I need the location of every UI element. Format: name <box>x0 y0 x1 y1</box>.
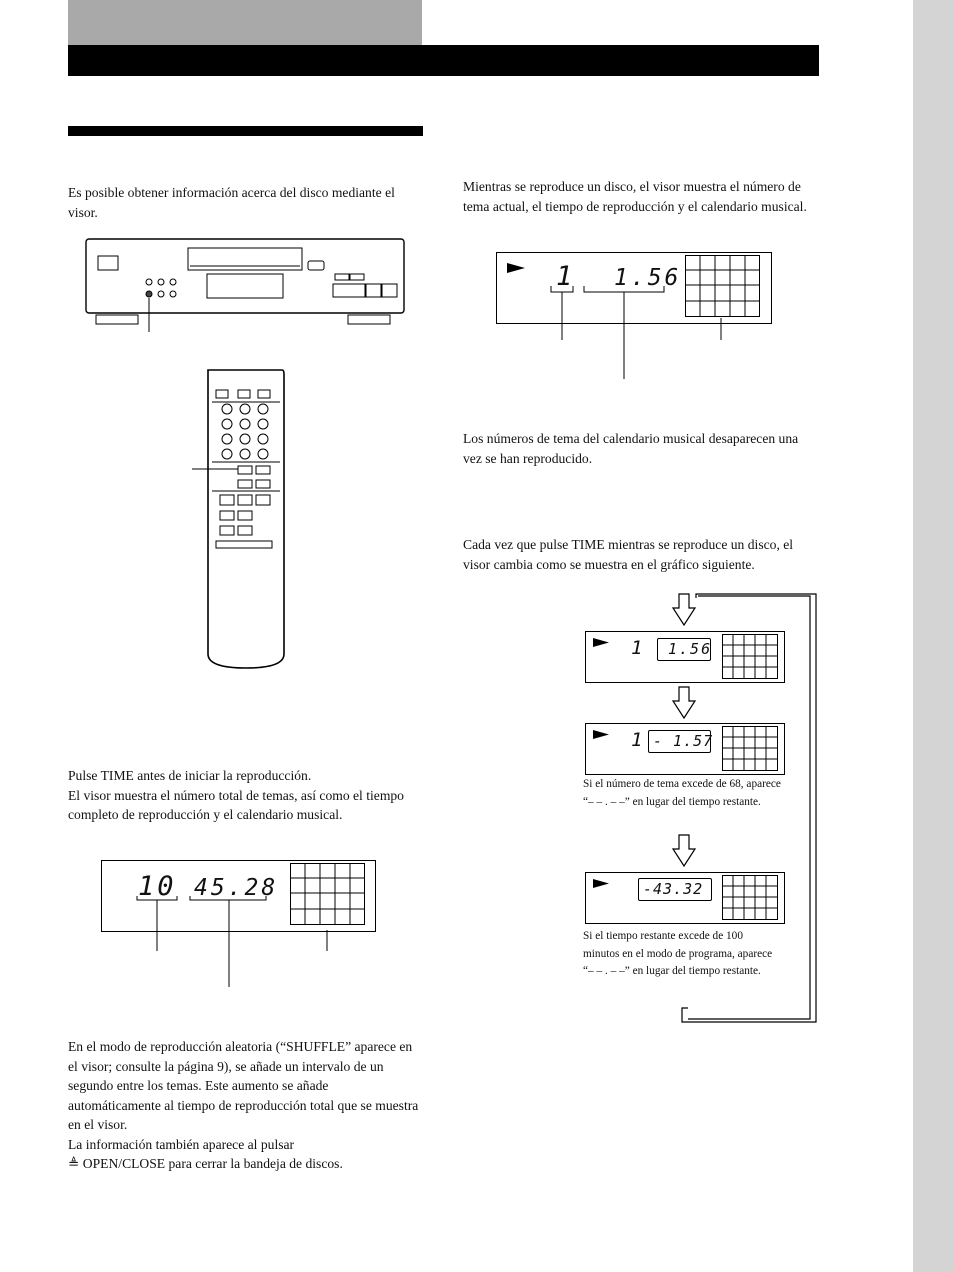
calendar-note: Los números de tema del calendario musical desaparecen una vez se han reproducido. <box>463 431 799 466</box>
playing-callouts <box>548 282 728 382</box>
section-rule <box>68 126 423 136</box>
down-arrow-icon <box>672 834 696 868</box>
header-black-bar <box>68 45 819 76</box>
cycle-display-2 <box>585 723 785 775</box>
down-arrow-icon <box>672 593 696 627</box>
while-playing-text: Mientras se reproduce un disco, el visor muestra el número de tema actual, el tiempo de reproducción y el calendario musical. <box>463 179 807 214</box>
play-triangle-icon <box>593 729 609 740</box>
cycle-2-time: - 1.57 <box>653 732 714 750</box>
down-arrow-icon <box>672 686 696 720</box>
cycle-display-1 <box>585 631 785 683</box>
cycle-2-track: 1 <box>631 729 646 751</box>
play-triangle-icon <box>593 878 609 889</box>
music-calendar-grid <box>722 634 780 680</box>
play-triangle-icon <box>593 637 609 648</box>
cycle-3-caption: Si el tiempo restante excede de 100 minutos en el modo de programa, aparece “– – . – –” en lugar del tiempo restante. <box>583 930 773 977</box>
time-button-text: Cada vez que pulse TIME mientras se reproduce un disco, el visor cambia como se muestra en el gráfico siguiente. <box>463 537 794 572</box>
cycle-2-caption: Si el número de tema excede de 68, aparece “– – . – –” en lugar del tiempo restante. <box>583 778 781 808</box>
intro-text: Es posible obtener información acerca del disco mediante el visor. <box>68 185 395 220</box>
playing-time: 1.56 <box>614 265 682 291</box>
total-tracks: 10 <box>138 871 177 902</box>
time-highlight-box <box>657 638 711 661</box>
cycle-1-time: 1.56 <box>668 640 713 658</box>
total-time: 45.28 <box>194 875 279 901</box>
time-highlight-box <box>648 730 714 753</box>
cd-player-illustration <box>84 236 406 336</box>
music-calendar-grid <box>722 875 780 921</box>
shuffle-note: En el modo de reproducción aleatoria (“SHUFFLE” aparece en el visor; consulte la página 9), se añade un intervalo de un segundo entre los temas. Este aumento se añade automáticamente al tiempo de reproducción total que se muestra en el visor. La información también aparece al pulsar ≜ OPEN/CLOSE para cerrar la bandeja de discos. <box>68 1039 419 1171</box>
cycle-1-track: 1 <box>631 637 646 659</box>
cycle-display-3 <box>585 872 785 924</box>
play-triangle-icon <box>507 262 525 274</box>
remote-illustration <box>192 368 292 672</box>
before-play-text: Pulse TIME antes de iniciar la reproducción. El visor muestra el número total de temas, así como el tiempo completo de reproducción y el calendario musical. <box>68 768 404 822</box>
time-highlight-box <box>638 878 712 901</box>
music-calendar-grid <box>722 726 780 772</box>
cycle-3-time: -43.32 <box>643 880 704 898</box>
current-track: 1 <box>556 261 576 292</box>
header-grey-tab <box>68 0 422 45</box>
side-strip <box>913 0 954 1272</box>
total-callouts <box>130 892 370 992</box>
